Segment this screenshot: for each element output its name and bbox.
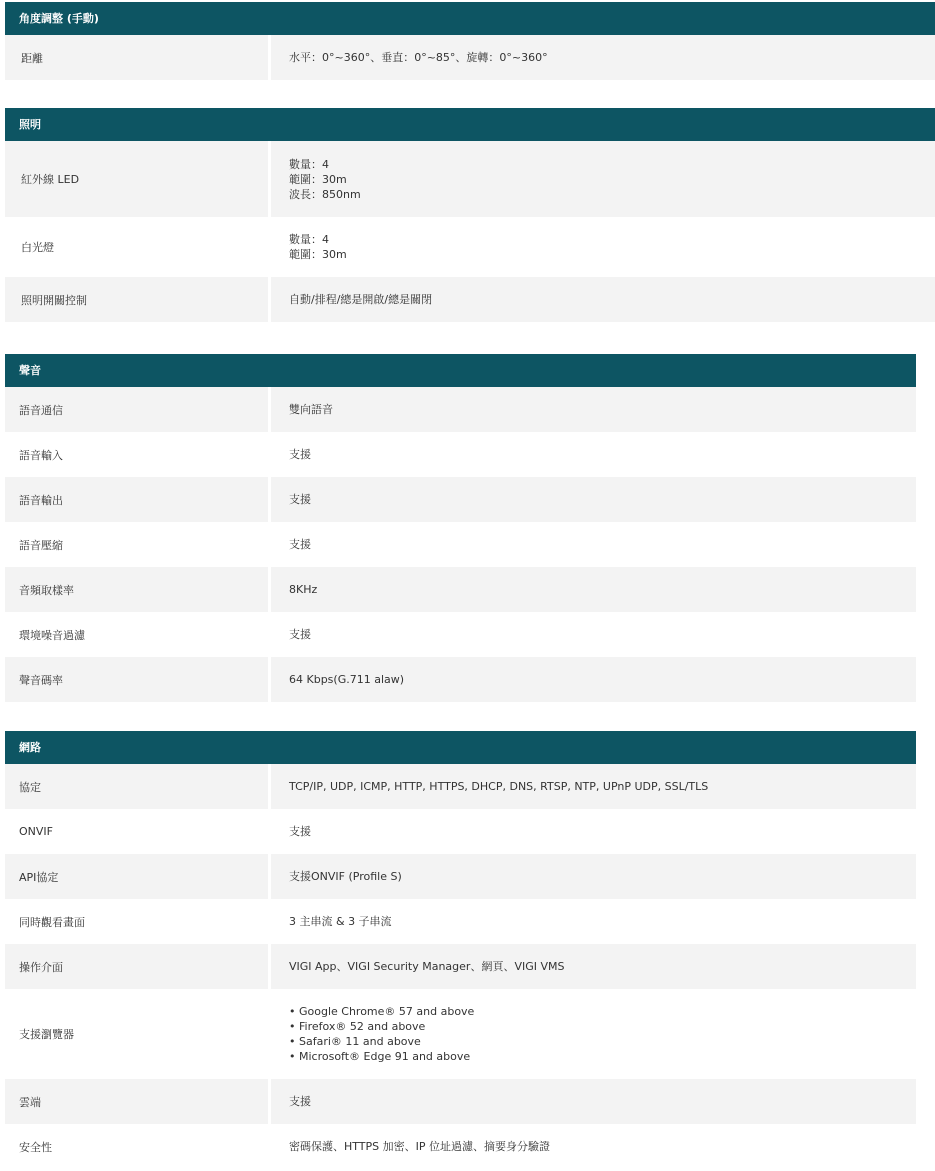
spec-label: 同時觀看畫面: [19, 915, 85, 929]
spec-value-line: 支援: [289, 493, 311, 506]
spec-value-line: 3 主串流 & 3 子串流: [289, 915, 392, 928]
spec-label: 語音輸入: [19, 448, 63, 462]
spec-row: [5, 522, 916, 567]
spec-row: [5, 277, 935, 322]
spec-value: [271, 854, 916, 899]
section-lighting: [5, 108, 935, 322]
spec-value-line: • Google Chrome® 57 and above: [289, 1005, 475, 1018]
spec-value: [271, 141, 935, 217]
spec-row: [5, 1124, 916, 1169]
spec-value-line: 支援: [289, 538, 311, 551]
spec-value: [271, 432, 916, 477]
spec-value-line: • Microsoft® Edge 91 and above: [289, 1050, 471, 1063]
spec-row: [5, 944, 916, 989]
spec-value-line: 數量：4: [289, 233, 329, 246]
spec-value-line: 範圍：30m: [289, 172, 347, 186]
spec-value: [271, 217, 935, 277]
spec-value-line: 支援: [289, 448, 311, 461]
spec-label: 語音通信: [19, 403, 63, 417]
spec-value: [271, 1124, 916, 1169]
spec-value-line: • Safari® 11 and above: [289, 1035, 421, 1048]
spec-label: 協定: [19, 780, 41, 794]
section-header: 角度調整 (手動): [5, 2, 935, 35]
spec-value-line: VIGI App、VIGI Security Manager、網頁、VIGI VMS: [289, 960, 565, 973]
spec-value: [271, 899, 916, 944]
spec-label: 照明開關控制: [21, 293, 87, 307]
spec-value: [271, 1079, 916, 1124]
spec-row: [5, 989, 916, 1079]
spec-value-line: 支援: [289, 825, 311, 838]
spec-row: [5, 612, 916, 657]
spec-value-line: 支援: [289, 1095, 311, 1108]
spec-value-line: 支援: [289, 628, 311, 641]
spec-value: [271, 612, 916, 657]
spec-label: 語音壓縮: [19, 538, 63, 552]
section-header: 聲音: [5, 354, 916, 387]
spec-value-line: 數量：4: [289, 157, 329, 171]
spec-value-line: 範圍：30m: [289, 248, 347, 261]
spec-row: [5, 567, 916, 612]
spec-label: 操作介面: [19, 960, 63, 974]
spec-value-line: 密碼保護、HTTPS 加密、IP 位址過濾、摘要身分驗證: [289, 1140, 551, 1153]
spec-row: [5, 477, 916, 522]
spec-row: [5, 432, 916, 477]
spec-label: 白光燈: [21, 241, 54, 254]
spec-value: [271, 35, 935, 80]
spec-row: [5, 35, 935, 80]
spec-label: 音頻取樣率: [19, 583, 74, 597]
spec-value: [271, 809, 916, 854]
spec-value: [271, 989, 916, 1079]
spec-label: 距離: [21, 51, 43, 65]
spec-value-line: 支援ONVIF (Profile S): [289, 870, 402, 883]
spec-value: [271, 944, 916, 989]
spec-value: [271, 477, 916, 522]
spec-value-line: • Firefox® 52 and above: [289, 1020, 426, 1033]
spec-row: [5, 141, 935, 217]
spec-value: [271, 387, 916, 432]
spec-label: 雲端: [19, 1095, 41, 1109]
section-network: [5, 731, 916, 1169]
spec-value-line: 波長：850nm: [289, 187, 361, 201]
spec-label: 安全性: [19, 1140, 52, 1154]
spec-row: [5, 764, 916, 809]
spec-label: 環境噪音過濾: [19, 628, 85, 642]
spec-label: 支援瀏覽器: [19, 1028, 74, 1041]
spec-row: [5, 387, 916, 432]
spec-label: ONVIF: [19, 825, 53, 838]
spec-value-line: 雙向語音: [289, 403, 333, 416]
section-audio: [5, 354, 916, 702]
spec-value-line: TCP/IP, UDP, ICMP, HTTP, HTTPS, DHCP, DNS, RTSP, NTP, UPnP UDP, SSL/TLS: [289, 780, 709, 793]
spec-label: API協定: [19, 870, 59, 884]
spec-row: [5, 217, 935, 277]
section-angle-adjustment: [5, 2, 935, 80]
spec-label: 聲音碼率: [19, 673, 63, 687]
spec-row: [5, 899, 916, 944]
spec-row: [5, 1079, 916, 1124]
spec-value: [271, 277, 935, 322]
section-header: 照明: [5, 108, 935, 141]
spec-label: 語音輸出: [19, 493, 63, 507]
spec-value: [271, 522, 916, 567]
spec-row: [5, 809, 916, 854]
spec-value-line: 64 Kbps(G.711 alaw): [289, 673, 405, 686]
section-header: 網路: [5, 731, 916, 764]
spec-value: [271, 764, 916, 809]
spec-value: [271, 567, 916, 612]
spec-value-line: 水平：0°~360°、垂直：0°~85°、旋轉：0°~360°: [289, 51, 548, 64]
spec-row: [5, 854, 916, 899]
spec-value-line: 8KHz: [289, 583, 318, 596]
spec-value-line: 自動/排程/總是開啟/總是關閉: [289, 293, 433, 306]
spec-label: 紅外線 LED: [21, 173, 80, 186]
spec-row: [5, 657, 916, 702]
spec-value: [271, 657, 916, 702]
